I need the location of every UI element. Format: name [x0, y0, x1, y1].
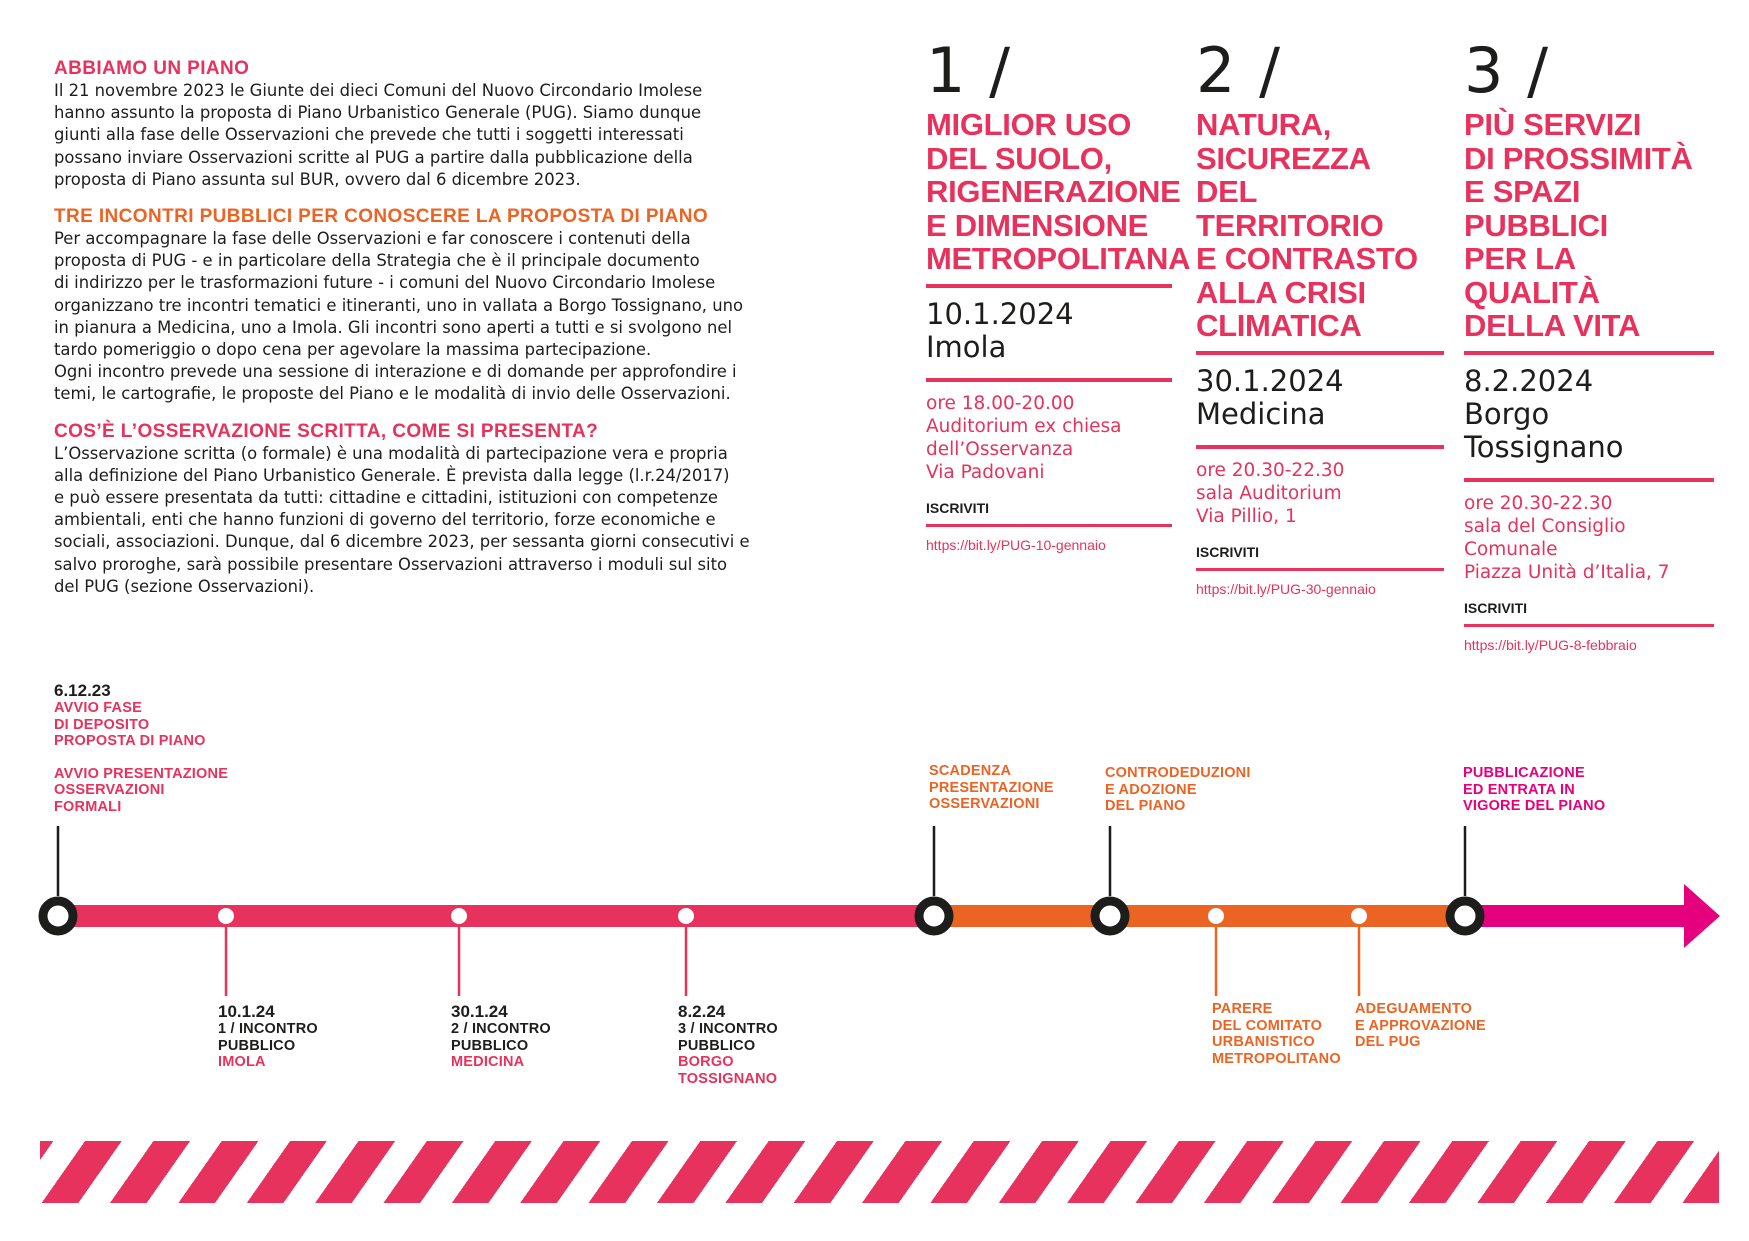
timeline-place: MEDICINA	[451, 1054, 525, 1070]
meeting-theme: NATURA, SICUREZZA DEL TERRITORIO E CONTRASTO ALLA CRISI CLIMATICA	[1196, 107, 1418, 343]
stop-marker	[678, 908, 694, 924]
section-body: L’Osservazione scritta (o formale) è una modalità di partecipazione vera e propria alla definizione del Piano Urbanistico Generale. È prevista dalla legge (l.r.24/2017) e può essere presentata da tutti: cittadine e cittadini, istituzioni con competenze ambientali, enti che hanno funzioni di governo del territorio, forze economiche e sociali, associazioni. Dunque, dal 6 dicembre 2023, per sessanta giorni consecutivi e salvo proroghe, sarà possibile presentare Osservazioni attraverso i moduli sul sito del PUG (sezione Osservazioni).	[54, 443, 750, 596]
timeline-place: BORGO TOSSIGNANO	[678, 1054, 778, 1087]
stop-marker	[451, 908, 467, 924]
timeline-date: 30.1.24	[451, 1002, 508, 1021]
striped-footer-band	[40, 1141, 1719, 1203]
section-title: ABBIAMO UN PIANO	[54, 58, 250, 79]
timeline-place: IMOLA	[218, 1054, 266, 1070]
stop-marker	[218, 908, 234, 924]
register-link[interactable]: https://bit.ly/PUG-30-gennaio	[1196, 580, 1376, 597]
timeline-date: 8.2.24	[678, 1002, 726, 1021]
meeting-info: ore 20.30-22.30 sala del Consiglio Comunale Piazza Unità d’Italia, 7	[1464, 492, 1670, 583]
timeline-start-label	[54, 682, 228, 815]
meeting-number: 1 /	[926, 34, 1013, 107]
timeline-pubblicazione-label: PUBBLICAZIONE ED ENTRATA IN VIGORE DEL PIANO	[1463, 765, 1606, 814]
meeting-theme: PIÙ SERVIZI DI PROSSIMITÀ E SPAZI PUBBLICI PER LA QUALITÀ DELLA VITA	[1464, 107, 1693, 343]
milestone-marker	[43, 901, 73, 931]
timeline-label: 2 / INCONTRO PUBBLICO	[451, 1021, 551, 1054]
meeting-info: ore 18.00-20.00 Auditorium ex chiesa dell’Osservanza Via Padovani	[926, 392, 1122, 483]
timeline-scadenza-label: SCADENZA PRESENTAZIONE OSSERVAZIONI	[929, 763, 1054, 812]
timeline-arrowhead	[1684, 884, 1720, 948]
register-label: ISCRIVITI	[926, 499, 990, 516]
register-link[interactable]: https://bit.ly/PUG-10-gennaio	[926, 536, 1106, 553]
milestone-marker	[1450, 901, 1480, 931]
meeting-number: 3 /	[1464, 34, 1551, 107]
stop-marker	[1351, 908, 1367, 924]
stop-marker	[1208, 908, 1224, 924]
timeline-date: 6.12.23	[54, 681, 111, 700]
section-title: COS’È L’OSSERVAZIONE SCRITTA, COME SI PRESENTA?	[54, 420, 599, 442]
timeline-parere-label: PARERE DEL COMITATO URBANISTICO METROPOLITANO	[1212, 1001, 1341, 1067]
timeline-adeguamento-label: ADEGUAMENTO E APPROVAZIONE DEL PUG	[1355, 1001, 1486, 1050]
meeting-number: 2 /	[1196, 34, 1283, 107]
meeting-place: Medicina	[1196, 396, 1326, 431]
meeting-place: Imola	[926, 329, 1007, 364]
timeline-label: 3 / INCONTRO PUBBLICO	[678, 1021, 778, 1054]
meeting-date: 10.1.2024	[926, 296, 1074, 331]
timeline-label: 1 / INCONTRO PUBBLICO	[218, 1021, 318, 1054]
section-title: TRE INCONTRI PUBBLICI PER CONOSCERE LA PROPOSTA DI PIANO	[54, 206, 709, 228]
timeline-meeting-2	[451, 1003, 551, 1071]
meeting-theme: MIGLIOR USO DEL SUOLO, RIGENERAZIONE E DIMENSIONE METROPOLITANA	[926, 107, 1191, 276]
meeting-info: ore 20.30-22.30 sala Auditorium Via Pillio, 1	[1196, 459, 1345, 527]
meeting-date: 8.2.2024	[1464, 363, 1594, 398]
section-body: Per accompagnare la fase delle Osservazioni e far conoscere i contenuti della proposta di PUG - e in particolare della Strategia che è il principale documento di indirizzo per le trasformazioni future - i comuni del Nuovo Circondario Imolese organizzano tre incontri tematici e itineranti, uno in vallata a Borgo Tossignano, uno in pianura a Medicina, uno a Imola. Gli incontri sono aperti a tutti e si svolgono nel tardo pomeriggio o dopo cena per agevolare la massima partecipazione. Ogni incontro prevede una sessione di interazione e di domande per approfondire i temi, le cartografie, le proposte del Piano e le modalità di invio delle Osservazioni.	[54, 229, 744, 404]
meeting-place: Borgo Tossignano	[1464, 396, 1624, 464]
register-link[interactable]: https://bit.ly/PUG-8-febbraio	[1464, 636, 1637, 653]
register-label: ISCRIVITI	[1464, 599, 1528, 616]
timeline-date: 10.1.24	[218, 1002, 275, 1021]
timeline-controdeduzioni-label: CONTRODEDUZIONI E ADOZIONE DEL PIANO	[1105, 765, 1251, 814]
milestone-marker	[919, 901, 949, 931]
register-label: ISCRIVITI	[1196, 543, 1260, 560]
timeline-label: AVVIO FASE DI DEPOSITO PROPOSTA DI PIANO	[54, 700, 206, 749]
milestone-marker	[1095, 901, 1125, 931]
meeting-date: 30.1.2024	[1196, 363, 1344, 398]
section-body: Il 21 novembre 2023 le Giunte dei dieci Comuni del Nuovo Circondario Imolese hanno assunto la proposta di Piano Urbanistico Generale (PUG). Siamo dunque giunti alla fase delle Osservazioni che prevede che tutti i soggetti interessati possano inviare Osservazioni scritte al PUG a partire dalla pubblicazione della proposta di Piano assunta sul BUR, ovvero dal 6 dicembre 2023.	[54, 81, 703, 189]
timeline-meeting-1	[218, 1003, 318, 1071]
timeline-meeting-3	[678, 1003, 778, 1087]
timeline-label: AVVIO PRESENTAZIONE OSSERVAZIONI FORMALI	[54, 765, 229, 815]
